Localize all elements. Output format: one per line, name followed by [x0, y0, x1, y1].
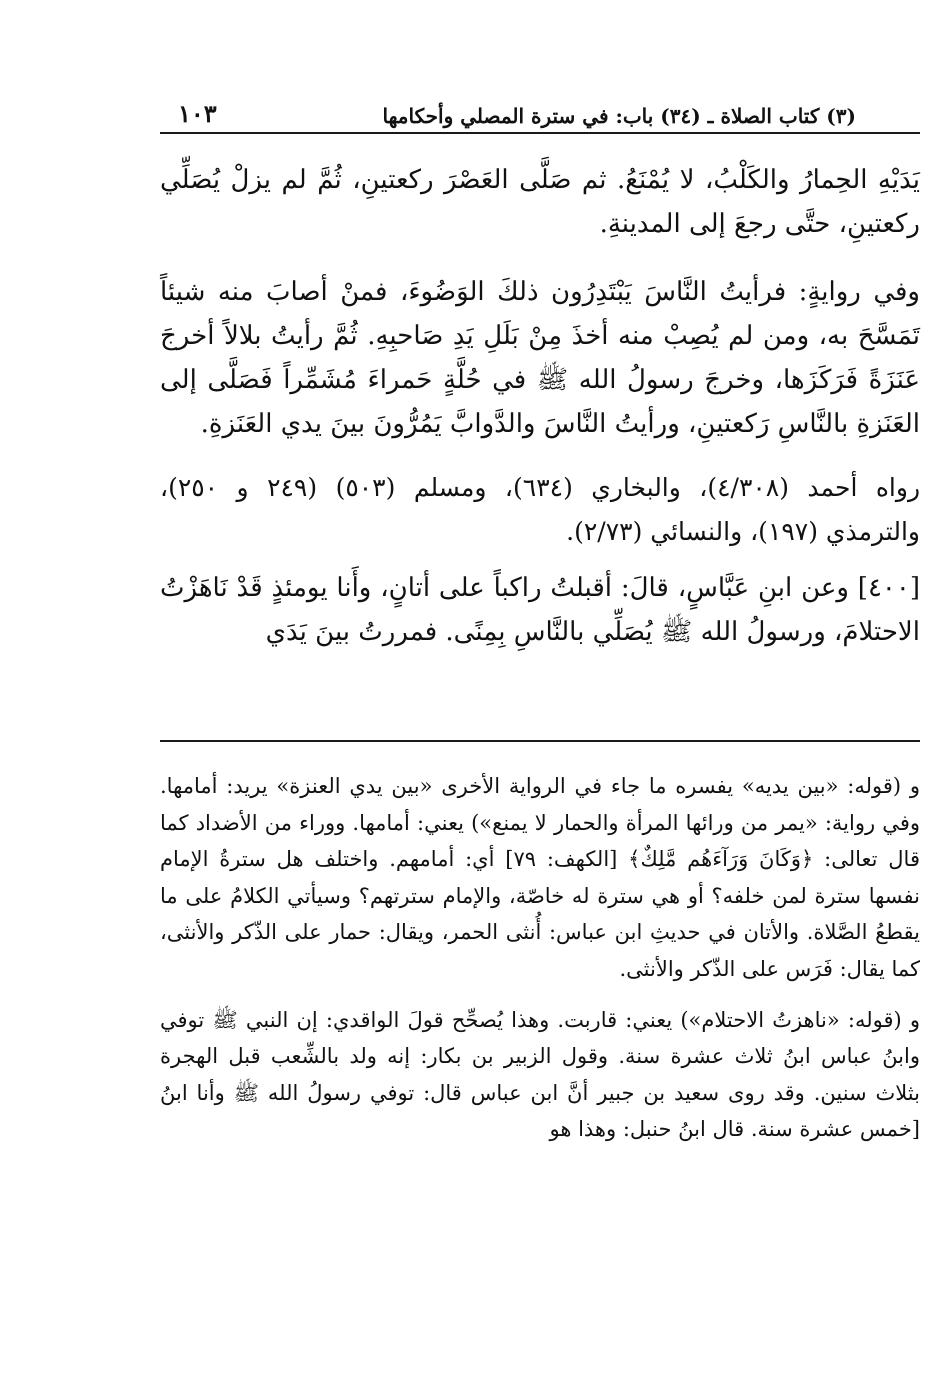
commentary-notes [160, 768, 920, 1148]
narration-end-paragraph: يَدَيْهِ الحِمارُ والكَلْبُ، لا يُمْنَعُ. ثم صَلَّى العَصْرَ ركعتينِ، ثُمَّ لم يزلْ يُصَلِّي ركعتينِ، حتَّى رجعَ إلى المدينةِ. [160, 165, 920, 239]
page-header [160, 92, 920, 134]
running-title: (٣) كتاب الصلاة ـ (٣٤) باب: في سترة المصلي وأحكامها [382, 104, 856, 128]
commentary-note-1: و (قوله: «بين يديه» يفسره ما جاء في الرواية الأخرى «بين يدي العنزة» يريد: أمامها. وفي رواية: «يمر من ورائها المرأة والحمار لا يمنع») يعني: أمامها. ووراء من الأضداد كما قال تعالى: ﴿وَكَانَ وَرَآءَهُم مَّلِكٌ﴾ [الكهف: ٧٩] أي: أمامهم. واختلف هل سترةُ الإمام نفسها سترة لمن خلفه؟ أو هي سترة له خاصّة، والإمام سترتهم؟ وسيأتي الكلامُ على ما يقطعُ الصَّلاة. والأتان في حديثِ ابن عباس: أُنثى الحمر، ويقال: حمار على الذّكر والأنثى، كما يقال: فَرَس على الذّكر والأنثى. [160, 774, 920, 981]
page-number: ١٠٣ [178, 99, 217, 128]
book-page [160, 92, 920, 1352]
main-text [160, 158, 920, 654]
hadith-400-paragraph: [٤٠٠] وعن ابنِ عَبَّاسٍ، قالَ: أقبلتُ راكباً على أتانٍ، وأَنا يومئذٍ قَدْ نَاهَزْتُ الاحتلامَ، ورسولُ الله ﷺ يُصَلِّي بالنَّاسِ بِمِنًى. فمررتُ بينَ يَدَي [160, 573, 920, 647]
riwaya-paragraph: وفي روايةٍ: فرأيتُ النَّاسَ يَبْتَدِرُون ذلكَ الوَضُوءَ، فمنْ أصابَ منه شيئاً تَمَسَّحَ به، ومن لم يُصِبْ منه أخذَ مِنْ بَلَلِ يَدِ صَاحبِهِ. ثُمَّ رأيتُ بلالاً أخرجَ عَنَزَةً فَرَكَزَها، وخرجَ رسولُ الله ﷺ في حُلَّةٍ حَمراءَ مُشَمِّراً فَصَلَّى إلى العَنَزةِ بالنَّاسِ رَكعتينِ، ورأيتُ النَّاسَ والدَّوابَّ يَمُرُّونَ بينَ يدي العَنَزةِ. [160, 277, 920, 439]
source-citation-paragraph: رواه أحمد (٤/٣٠٨)، والبخاري (٦٣٤)، ومسلم (٥٠٣) (٢٤٩ و ٢٥٠)، والترمذي (١٩٧)، والنسائي (٢/٧٣). [160, 473, 921, 546]
commentary-note-2: و (قوله: «ناهزتُ الاحتلام») يعني: قاربت. وهذا يُصحِّح قولَ الواقدي: إن النبي ﷺ توفي وابنُ عباس ابنُ ثلاث عشرة سنة. وقول الزبير بن بكار: إنه ولد بالشِّعب قبل الهجرة بثلاث سنين. وقد روى سعيد بن جبير أنَّ ابن عباس قال: توفي رسولُ الله ﷺ وأنا ابنُ [خمس عشرة سنة. قال ابنُ حنبل: وهذا هو [160, 1007, 920, 1142]
footnote-separator [160, 740, 920, 742]
